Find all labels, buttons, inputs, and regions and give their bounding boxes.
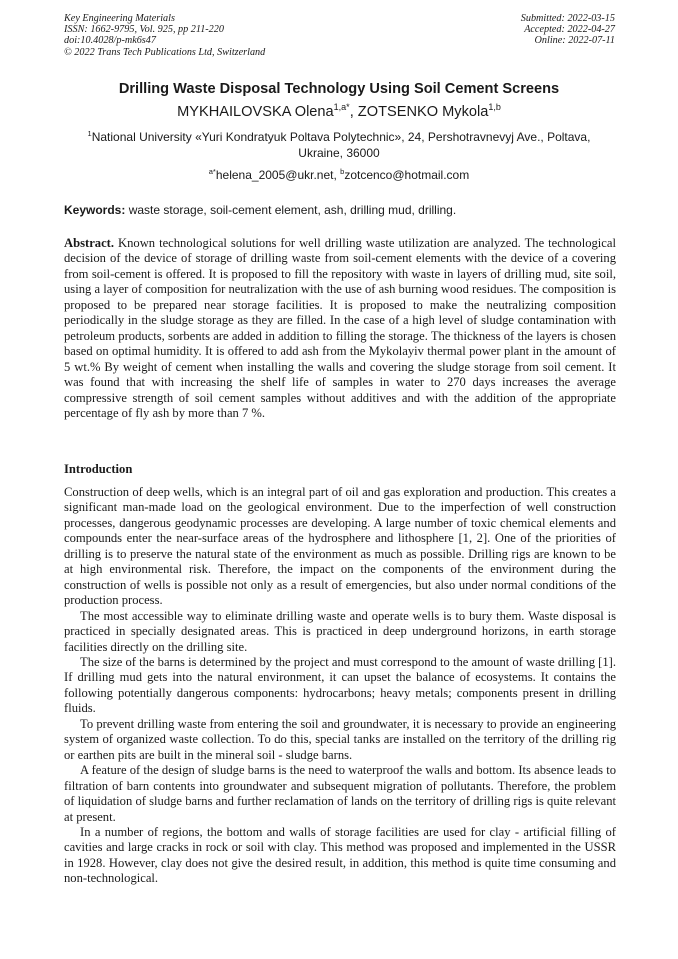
- email-a-mark: a*: [208, 167, 216, 176]
- author-2-affiliation-mark: 1,b: [488, 102, 501, 112]
- introduction-heading: Introduction: [64, 462, 133, 476]
- author-1-affiliation-mark: 1,a*: [333, 102, 350, 112]
- email-separator: ,: [333, 168, 341, 182]
- introduction-body: [64, 485, 616, 887]
- abstract-text: Known technological solutions for well drilling waste utilization are analyzed. The technological decision of the device of storage of drilling waste from soil-cement elements with the device of a covering from soil-cement is offered. It is proposed to fill the repository with waste in layers of drilling mud, site soil, using a layer of composition for neutralization with the use of ash burning wood residues. The composition is proposed to be prepared near storage facilities. It is proposed to make the neutralizing composition periodically in the sludge storage as they are filled. In the case of a high level of sludge contamination with petroleum products, sorbents are added in addition to filling the storage. The thickness of the layers is chosen based on optimal humidity. It is offered to add ash from the Mykolayiv thermal power plant in the amount of 5 wt.% By weight of cement when installing the walls and covering the sludge storage from soil cement. It was found that with increasing the shelf life of samples in water to 270 days increases the average compressive strength of soil cement samples without additives and with the addition of the appropriate percentage of fly ash by more than 7 %.: [64, 236, 616, 420]
- author-2-name: ZOTSENKO Mykola: [357, 104, 489, 120]
- email-b-mark: b: [340, 167, 345, 176]
- accepted-date: Accepted: 2022-04-27: [524, 24, 615, 36]
- email-b-link[interactable]: zotcenco@hotmail.com: [344, 168, 470, 182]
- journal-info: [64, 13, 384, 58]
- keywords-label: Keywords:: [64, 203, 126, 217]
- journal-name: Key Engineering Materials: [64, 13, 175, 24]
- affiliation-text: National University «Yuri Kondratyuk Poltava Polytechnic», 24, Pershotravnevyj Ave., Poltava, Ukraine, 36000: [91, 130, 591, 160]
- intro-paragraph: In a number of regions, the bottom and walls of storage facilities are used for clay - artificial filling of cavities and large cracks in rock or soil with clay. This method was proposed and implemented in the USSR in 1928. However, clay does not give the desired result, in addition, this method is quite time consuming and non-technological.: [64, 824, 616, 886]
- submitted-date: Submitted: 2022-03-15: [520, 13, 615, 24]
- online-date: Online: 2022-07-11: [534, 35, 615, 47]
- keywords: [64, 203, 616, 218]
- keywords-text: waste storage, soil-cement element, ash, drilling mud, drilling.: [125, 203, 457, 217]
- affiliation-mark: 1: [87, 129, 92, 138]
- paper-title: Drilling Waste Disposal Technology Using Soil Cement Screens: [118, 81, 560, 97]
- intro-paragraph: The size of the barns is determined by the project and must correspond to the amount of waste drilling [1]. If drilling mud gets into the natural environment, it can upset the balance of ecosystems. It contains the following potentially dangerous components: hydrocarbons; heavy metals; components present in drilling fluids.: [64, 654, 616, 716]
- author-1-name: MYKHAILOVSKA Olena: [177, 104, 334, 120]
- publication-dates: [395, 13, 615, 47]
- author-emails: [40, 168, 638, 183]
- copyright-line: © 2022 Trans Tech Publications Ltd, Switzerland: [64, 46, 266, 58]
- doi-line: doi:10.4028/p-mk6s47: [64, 35, 156, 47]
- intro-paragraph: A feature of the design of sludge barns is the need to waterproof the walls and bottom. Its absence leads to filtration of barn contents into groundwater and subsequent migration of pollutants. Therefore, the problem of liquidation of sludge barns and further reclamation of lands on the territory of drilling rigs is quite relevant at present.: [64, 763, 616, 824]
- issn-line: ISSN: 1662-9795, Vol. 925, pp 211-220: [64, 24, 224, 36]
- intro-paragraph: The most accessible way to eliminate drilling waste and operate wells is to bury them. Waste disposal is practiced in specially designated areas. This is practiced in deep underground horizons, in earth storage facilities directly on the drilling site.: [64, 608, 616, 654]
- author-list: [40, 102, 638, 122]
- intro-paragraph: To prevent drilling waste from entering the soil and groundwater, it is necessary to provide an engineering system of organized waste collection. To do this, special tanks are installed on the territory of the drilling rig or earthen pits are built in the mineral soil - sludge barns.: [64, 716, 616, 762]
- intro-paragraph: Construction of deep wells, which is an integral part of oil and gas exploration and production. This creates a significant man-made load on the geological environment. Due to the imperfection of well construction processes, dangerous geodynamic processes are developing. A large number of toxic chemical elements and compounds enter the near-surface areas of the hydrosphere and lithosphere [1, 2]. One of the priorities of drilling is to preserve the natural state of the environment as much as possible. Drilling rigs are known to be at high environmental risk. Therefore, the impact on the components of the environment during the construction of wells is possible not only as a result of emergencies, but also under normal conditions of the production process.: [64, 485, 616, 608]
- abstract: [64, 236, 616, 421]
- affiliation: [70, 130, 608, 161]
- author-separator: ,: [349, 104, 358, 120]
- email-a-link[interactable]: helena_2005@ukr.net: [215, 168, 334, 182]
- abstract-label: Abstract.: [64, 236, 115, 250]
